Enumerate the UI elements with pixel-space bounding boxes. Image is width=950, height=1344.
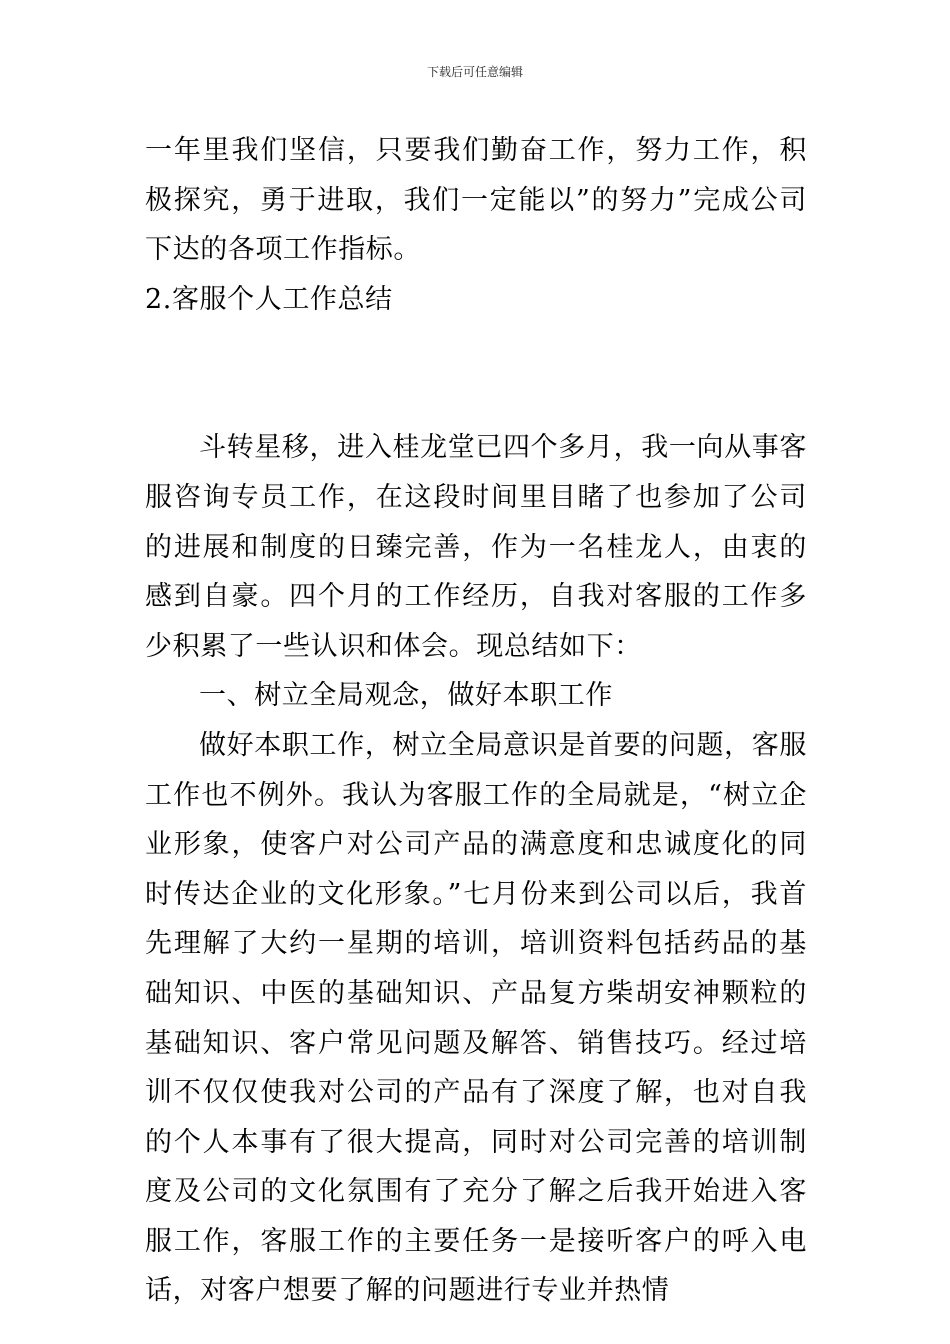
blank-space: [145, 324, 807, 423]
section-heading: 2.客服个人工作总结: [145, 283, 393, 315]
page-header: 下载后可任意编辑: [426, 65, 523, 79]
paragraph-body: 做好本职工作，树立全局意识是首要的问题，客服工作也不例外。我认为客服工作的全局就是，“树立企业形象，使客户对公司产品的满意度和忠诚度化的同时传达企业的文化形象。”七月份来到公司以后，我首先理解了大约一星期的培训，培训资料包括药品的基础知识、中医的基础知识、产品复方柴胡安神颗粒的基础知识、客户常见问题及解答、销售技巧。经过培训不仅仅使我对公司的产品有了深度了解，也对自我的个人本事有了很大提高，同时对公司完善的培训制度及公司的文化氛围有了充分了解之后我开始进入客服工作，客服工作的主要任务一是接听客户的呼入电话，对客户想要了解的问题进行专业并热情: [145, 729, 807, 1307]
paragraph-intro: 斗转星移，进入桂龙堂已四个多月，我一向从事客服咨询专员工作，在这段时间里目睹了也参加了公司的进展和制度的日臻完善，作为一名桂龙人，由衷的感到自豪。四个月的工作经历，自我对客服的工作多少积累了一些认识和体会。现总结如下：: [145, 432, 807, 662]
document-body: [145, 126, 807, 1316]
paragraph-continuation: 一年里我们坚信，只要我们勤奋工作，努力工作，积极探究，勇于进取，我们一定能以”的努力”完成公司下达的各项工作指标。: [145, 135, 807, 266]
subsection-heading: 一、树立全局观念，做好本职工作: [199, 680, 613, 712]
